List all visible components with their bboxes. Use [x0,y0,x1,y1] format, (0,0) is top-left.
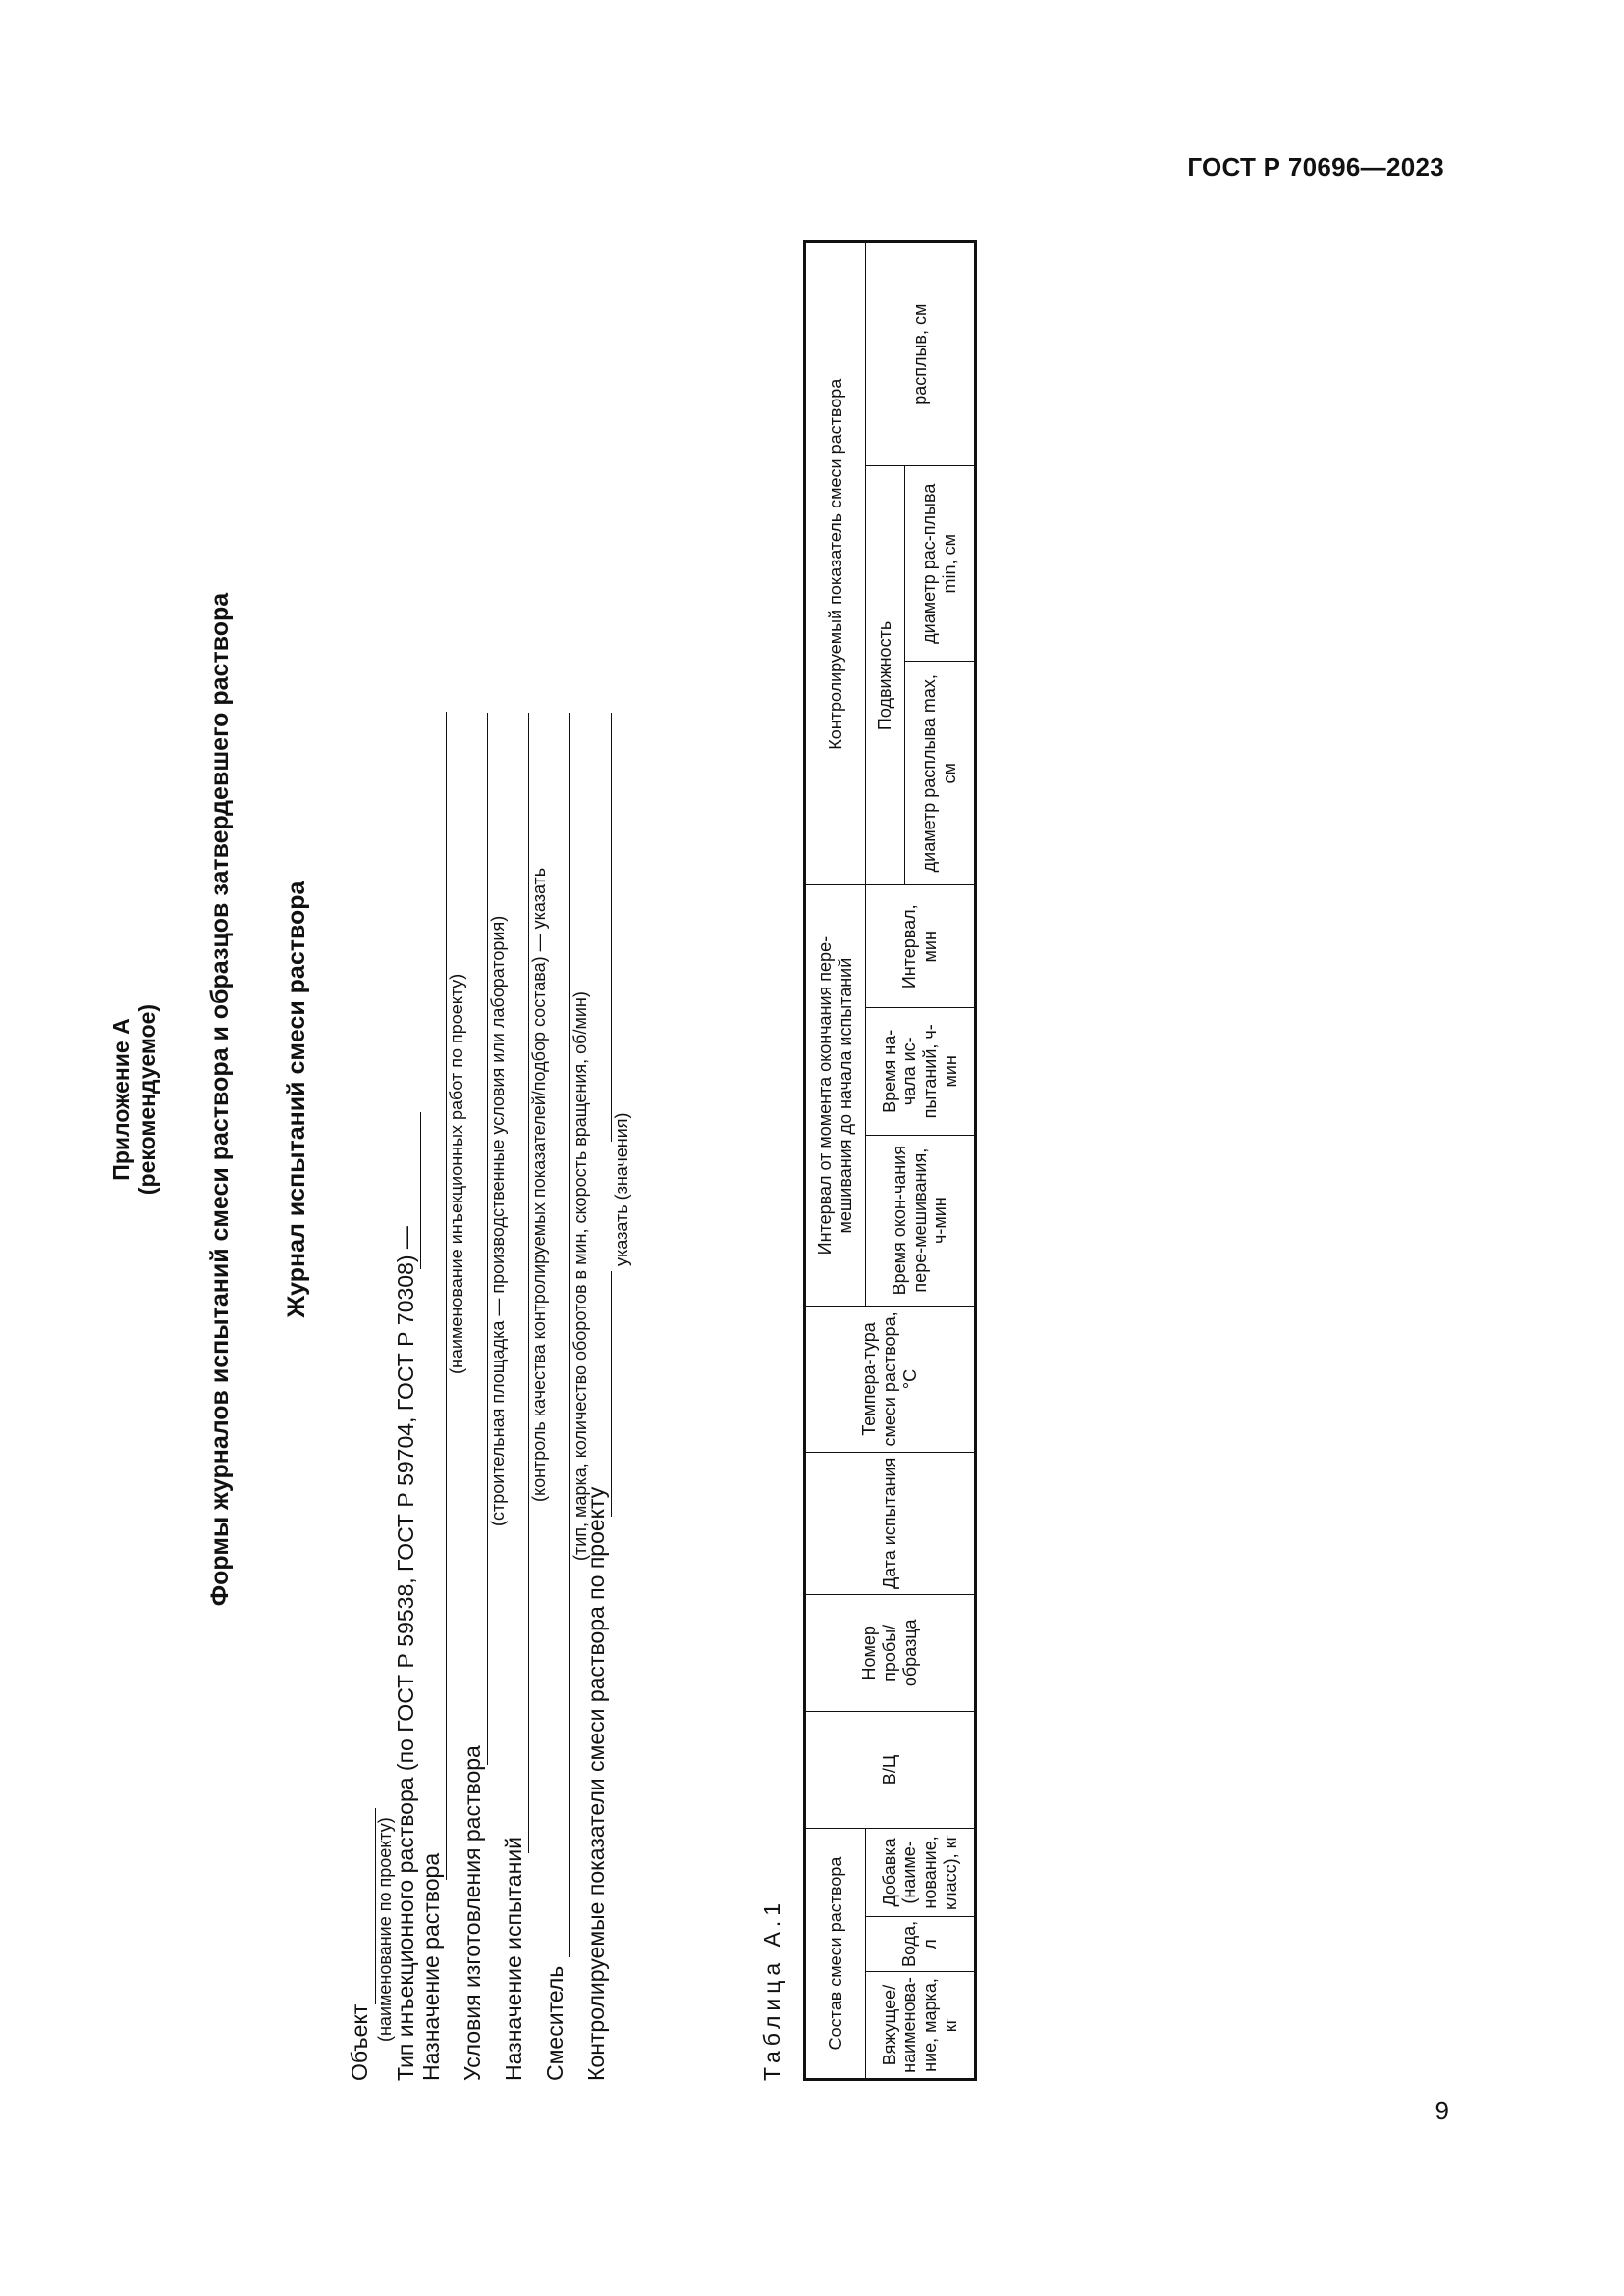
test-purpose-hint: (контроль качества контролируемых показателей/подбор состава) — указать [529,867,549,1502]
th-composition: Состав смеси раствора [805,1828,866,2079]
controlled-line-2[interactable] [611,713,612,1142]
th-wc: В/Ц [805,1712,976,1829]
controlled-line-1[interactable] [611,1271,612,1517]
th-additive: Добавка (наиме-нование, класс), кг [866,1828,976,1916]
document-code: ГОСТ Р 70696—2023 [1187,152,1444,182]
th-test-date: Дата испытания [805,1453,976,1594]
object-hint: (наименование по проекту) [375,1817,395,2042]
th-interval-group: Интервал от момента окончания пере-мешивания до начала испытаний [805,885,866,1306]
type-line[interactable] [420,1112,421,1269]
th-temperature: Темпера-тура смеси раствора, °С [805,1306,976,1452]
page-number: 9 [1435,2096,1449,2125]
th-spread: расплыв, см [866,242,976,466]
appendix-title: Приложение А [108,1018,134,1181]
th-binder: Вяжущее/ наименова-ние, марка, кг [866,1972,976,2080]
purpose-label: Назначение раствора [418,1852,444,2081]
purpose-hint: (наименование инъекционных работ по проекту) [447,973,466,1374]
mixer-label: Смеситель [542,1965,568,2081]
object-label: Объект [347,2003,372,2081]
conditions-label: Условия изготовления раствора [460,1745,485,2081]
controlled-hint: указать (значения) [612,1112,631,1266]
th-interval-min: Интервал, мин [866,885,976,1008]
th-test-start-time: Время на-чала ис-пытаний, ч-мин [866,1008,976,1135]
conditions-hint: (строительная площадка — производственные условия или лаборатория) [488,915,508,1526]
th-mobility: Подвижность [866,466,905,885]
appendix-status: (рекомендуемое) [135,1003,160,1196]
main-title: Формы журналов испытаний смеси раствора и образцов затвердевшего раствора [206,592,234,1607]
test-purpose-label: Назначение испытаний [501,1837,526,2081]
th-sample-no: Номер пробы/ образца [805,1594,976,1712]
journal-table [803,240,977,2081]
table-caption: Таблица А.1 [759,1897,785,2081]
th-spread-max: диаметр расплыва max, см [905,662,976,885]
controlled-label: Контролируемые показатели смеси раствора по проекту [583,1486,609,2081]
th-spread-min: диаметр рас-плыва min, см [905,466,976,662]
th-mix-end-time: Время окон-чания пере-мешивания, ч-мин [866,1135,976,1306]
type-label: Тип инъекционного раствора (по ГОСТ Р 59538, ГОСТ Р 59704, ГОСТ Р 70308) — [393,1226,418,2081]
th-water: Вода, л [866,1916,976,1971]
mixer-hint: (тип, марка, количество оборотов в мин, скорость вращения, об/мин) [570,991,590,1561]
journal-title: Журнал испытаний смеси раствора [283,881,310,1318]
th-controlled-indicator: Контролируемый показатель смеси раствора [805,242,866,885]
rotated-page-content [108,118,1090,2081]
